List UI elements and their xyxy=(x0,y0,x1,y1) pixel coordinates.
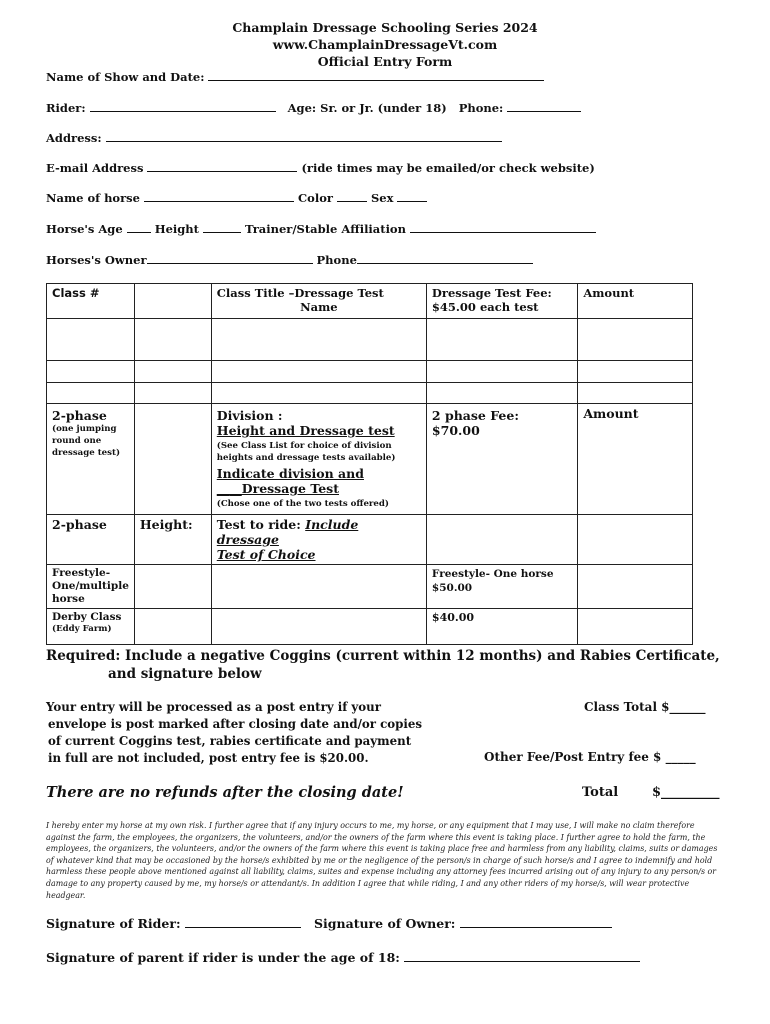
horse-age-row xyxy=(46,222,596,236)
color-label: Color xyxy=(298,191,333,205)
see-class-list-note: (See Class List for choice of division heights and dressage tests available) xyxy=(216,441,396,463)
form-title: Champlain Dressage Schooling Series 2024 xyxy=(232,20,538,35)
two-phase-fee-line1: 2 phase Fee: xyxy=(431,408,519,423)
email-field[interactable] xyxy=(147,161,297,172)
two-phase-height-row xyxy=(47,515,693,565)
processing-line4: in full are not included, post entry fee is $20.00. xyxy=(48,751,369,765)
liability-waiver: I hereby enter my horse at my own risk. I further agree that if any injury occurs to me, my horse, or any equipment that I may use, I will make no claim therefore against the farm, the employees, the organizers, the volunteers, and/or the owners of the farm where this event is taking place. I further agree to hold the farm, the employees, the organizers, the volunteers, and/or the owners of the farm where this event is taking place free and harmless from any liability, claims, suits or damages of whatever kind that may be occasioned by the horse/s exhibited by me or the negligence of the person/s in charge of such horse/s and I agree to indemnify and hold harmless these people above mentioned against all liability, claims, suites and expense including any attorney fees incurred arising out of any injury to any person/s or damage to any property caused by me, my horse/s or attendant/s. In addition I agree that while riding, I and any other riders of my horse/s, will wear protective headgear. xyxy=(46,821,718,900)
table-header-row xyxy=(47,284,693,319)
owner-row xyxy=(46,253,533,267)
class-total[interactable]: Class Total $______ xyxy=(584,700,706,714)
col-fee-line2: $45.00 each test xyxy=(431,300,539,314)
horse-age-field[interactable] xyxy=(127,222,151,233)
no-refunds-notice: There are no refunds after the closing date! xyxy=(46,784,404,801)
eddy-farm-note: (Eddy Farm) xyxy=(52,624,112,634)
derby-label: Derby Class xyxy=(52,611,122,623)
processing-line2: envelope is post marked after closing date and/or copies xyxy=(48,717,423,731)
horse-age-label: Horse's Age xyxy=(46,222,123,236)
test-of-choice-label: Test of Choice xyxy=(216,547,316,562)
address-row xyxy=(46,131,502,145)
freestyle-fee: Freestyle- One horse $50.00 xyxy=(426,565,577,609)
division-label: Division : xyxy=(216,408,283,423)
horse-name-label: Name of horse xyxy=(46,191,140,205)
processing-line3: of current Coggins test, rabies certificate and payment xyxy=(48,734,412,748)
col-title-line1: Class Title –Dressage Test xyxy=(216,286,384,300)
entry-table xyxy=(46,283,693,645)
sex-label: Sex xyxy=(370,191,394,205)
col-class-header: Class # xyxy=(47,284,135,319)
amount-header-2: Amount xyxy=(578,404,693,515)
phone-field[interactable] xyxy=(507,101,581,112)
rider-row xyxy=(46,101,581,115)
col-amount-header: Amount xyxy=(578,284,693,319)
include-dressage-label: Include dressage xyxy=(216,517,359,547)
total-value[interactable]: $_________ xyxy=(652,785,720,800)
rider-field[interactable] xyxy=(90,101,276,112)
rider-label: Rider: xyxy=(46,101,86,115)
required-line2: and signature below xyxy=(108,666,262,682)
horse-name-field[interactable] xyxy=(144,191,294,202)
show-date-row xyxy=(46,70,544,84)
color-field[interactable] xyxy=(337,191,367,202)
height-dressage-label: Height and Dressage test xyxy=(216,423,395,438)
col-title-line2: Name xyxy=(300,300,338,314)
chose-one-note: (Chose one of the two tests offered) xyxy=(216,499,389,509)
other-fee[interactable]: Other Fee/Post Entry fee $ _____ xyxy=(484,750,696,764)
height-label: Height xyxy=(154,222,199,236)
address-label: Address: xyxy=(46,131,102,145)
freestyle-label: Freestyle- One/multiple horse xyxy=(47,565,135,609)
table-row[interactable] xyxy=(47,361,693,383)
owner-phone-label: Phone xyxy=(316,253,357,267)
processing-line1: Your entry will be processed as a post entry if your xyxy=(46,700,381,714)
required-line1: Required: Include a negative Coggins (current within 12 months) and Rabies Certificate, xyxy=(46,648,720,664)
rider-signature-label: Signature of Rider: xyxy=(46,916,181,931)
email-row xyxy=(46,161,595,175)
trainer-label: Trainer/Stable Affiliation xyxy=(245,222,406,236)
sex-field[interactable] xyxy=(397,191,427,202)
indicate-division-label: Indicate division and xyxy=(216,466,364,481)
two-phase-fee-line2: $70.00 xyxy=(431,423,480,438)
form-subtitle: Official Entry Form xyxy=(317,54,453,69)
signature-row xyxy=(46,916,612,931)
website-link[interactable]: www.ChamplainDressageVt.com xyxy=(272,37,498,52)
age-label: Age: Sr. or Jr. (under 18) xyxy=(287,101,447,115)
owner-field[interactable] xyxy=(147,253,313,264)
table-row[interactable] xyxy=(47,319,693,361)
col-fee-header xyxy=(426,284,577,319)
owner-label: Horses's Owner xyxy=(46,253,147,267)
col-fee-line1: Dressage Test Fee: xyxy=(431,286,552,300)
trainer-field[interactable] xyxy=(410,222,596,233)
phone-label: Phone: xyxy=(458,101,504,115)
owner-signature-field[interactable] xyxy=(460,917,612,928)
height-field[interactable] xyxy=(203,222,241,233)
owner-phone-field[interactable] xyxy=(357,253,533,264)
two-phase-note: (one jumping round one dressage test) xyxy=(52,424,121,458)
show-date-label: Name of Show and Date: xyxy=(46,70,205,84)
parent-signature-label: Signature of parent if rider is under the age of 18: xyxy=(46,950,400,965)
test-to-ride-label: Test to ride: xyxy=(216,517,301,532)
two-phase-row xyxy=(47,404,693,515)
total-label: Total xyxy=(582,785,619,800)
height-input-label[interactable]: Height: xyxy=(134,515,211,565)
show-date-field[interactable] xyxy=(208,70,544,81)
two-phase-label-2: 2-phase xyxy=(47,515,135,565)
email-note: (ride times may be emailed/or check website) xyxy=(301,161,595,175)
parent-signature-field[interactable] xyxy=(404,951,640,962)
email-label: E-mail Address xyxy=(46,161,144,175)
derby-fee: $40.00 xyxy=(426,609,577,645)
table-row[interactable] xyxy=(47,383,693,404)
two-phase-label: 2-phase xyxy=(52,408,107,423)
derby-row xyxy=(47,609,693,645)
rider-signature-field[interactable] xyxy=(185,917,301,928)
address-field[interactable] xyxy=(106,131,502,142)
horse-row xyxy=(46,191,427,205)
dressage-test-blank[interactable]: ____Dressage Test xyxy=(216,481,339,496)
owner-signature-label: Signature of Owner: xyxy=(313,916,456,931)
col-title-header xyxy=(211,284,426,319)
parent-signature-row xyxy=(46,950,640,965)
freestyle-row xyxy=(47,565,693,609)
